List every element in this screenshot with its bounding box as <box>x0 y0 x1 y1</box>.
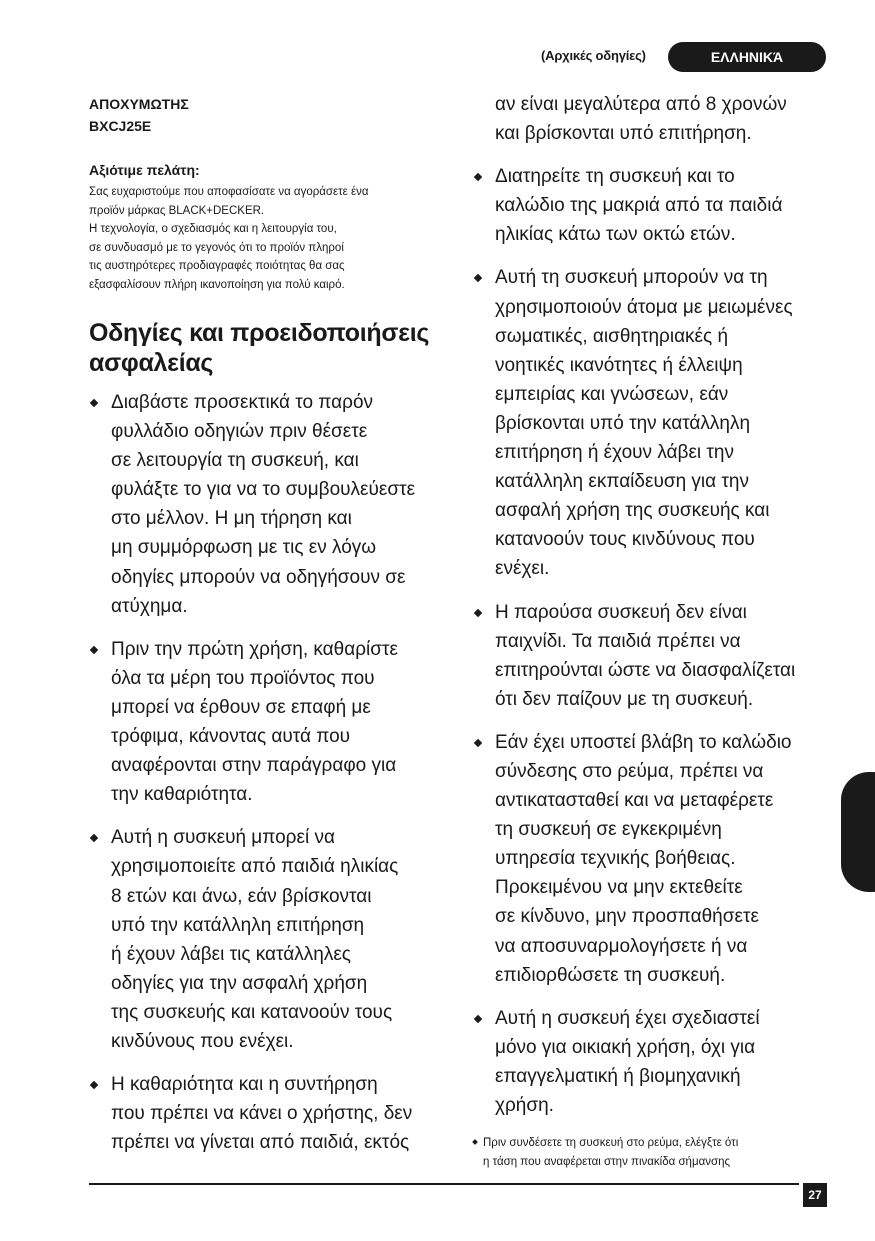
bullet-line: επιδιορθώσετε τη συσκευή. <box>495 964 726 986</box>
bullet-line: τη συσκευή σε εγκεκριμένη <box>495 819 722 841</box>
intro-line: προϊόν μάρκας BLACK+DECKER. <box>89 204 265 217</box>
intro-line: εξασφαλίσουν πλήρη ικανοποίηση για πολύ καιρό. <box>89 278 345 291</box>
bullet-line: χρησιμοποιούν άτομα με μειωμένες <box>495 296 793 318</box>
diamond-bullet-icon <box>90 646 98 654</box>
bullet-item <box>89 388 459 621</box>
bullet-line: υπηρεσία τεχνικής βοήθειας. <box>495 848 736 870</box>
bullet-line: ή έχουν λάβει τις κατάλληλες <box>111 943 351 965</box>
bullet-line: αναφέρονται στην παράγραφο για <box>111 755 397 777</box>
bullet-line: Προκειμένου να μην εκτεθείτε <box>495 877 743 899</box>
bullet-line: εμπειρίας και γνώσεων, εάν <box>495 383 729 405</box>
bullet-line: σωματικές, αισθητηριακές ή <box>495 325 729 347</box>
bullet-line: Διαβάστε προσεκτικά το παρόν <box>111 392 374 413</box>
diamond-bullet-icon <box>474 274 482 282</box>
bullet-line: μπορεί να έρθουν σε επαφή με <box>111 696 371 718</box>
bullet-line: επιτηρούνται ώστε να διασφαλίζεται <box>495 659 796 681</box>
product-model: BXCJ25E <box>89 118 152 134</box>
bullet-line: ενέχει. <box>495 558 550 580</box>
bullet-item <box>473 1004 838 1120</box>
diamond-bullet-icon <box>474 1014 482 1022</box>
bullet-line: Αυτή τη συσκευή μπορούν να τη <box>495 267 768 289</box>
bullet-line: χρησιμοποιείτε από παιδιά ηλικίας <box>111 856 399 878</box>
bullet-item <box>473 728 838 990</box>
section-title <box>89 318 459 378</box>
bullet-line: της συσκευής και κατανοούν τους <box>111 1001 393 1023</box>
bullet-line: αντικατασταθεί και να μεταφέρετε <box>495 790 774 812</box>
bullet-line: παιχνίδι. Τα παιδιά πρέπει να <box>495 630 741 652</box>
bullet-line: κατανοούν τους κινδύνους που <box>495 529 755 551</box>
bullet-line: μόνο για οικιακή χρήση, όχι για <box>495 1036 756 1058</box>
diamond-bullet-icon <box>90 399 98 407</box>
bullet-line: αν είναι μεγαλύτερα από 8 χρονών <box>495 94 787 115</box>
bullet-line: φυλλάδιο οδηγιών πριν θέσετε <box>111 421 368 443</box>
bullet-line: Εάν έχει υποστεί βλάβη το καλώδιο <box>495 731 792 753</box>
side-thumb-tab <box>841 772 875 892</box>
bullet-item <box>89 1070 459 1157</box>
bullet-line: που πρέπει να κάνει ο χρήστης, δεν <box>111 1103 413 1125</box>
footer-rule <box>89 1183 799 1185</box>
section-title-line: Οδηγίες και προειδοποιήσεις <box>89 319 430 347</box>
product-name: ΑΠΟΧΥΜΩΤΗΣ <box>89 96 189 112</box>
bullet-line: σε κίνδυνο, μην προσπαθήσετε <box>495 906 759 928</box>
page-number: 27 <box>803 1183 827 1207</box>
bullet-line: κατάλληλη εκπαίδευση για την <box>495 471 749 493</box>
bullet-line: χρήση. <box>495 1095 554 1116</box>
diamond-bullet-icon <box>472 1139 478 1145</box>
bullet-line: οδηγίες για την ασφαλή χρήση <box>111 972 368 994</box>
bullet-line: σε λειτουργία τη συσκευή, και <box>111 450 359 472</box>
bullet-line: νοητικές ικανότητες ή έλλειψη <box>495 354 743 376</box>
bullet-line: και βρίσκονται υπό επιτήρηση. <box>495 123 752 145</box>
bullet-line: Η καθαριότητα και η συντήρηση <box>111 1074 378 1096</box>
bullet-line: Αυτή η συσκευή έχει σχεδιαστεί <box>495 1007 760 1029</box>
bullet-line: βρίσκονται υπό την κατάλληλη <box>495 412 751 434</box>
bullet-line: επιτήρηση ή έχουν λάβει την <box>495 442 735 464</box>
diamond-bullet-icon <box>474 739 482 747</box>
bullet-line: στο μέλλον. Η μη τήρηση και <box>111 508 352 530</box>
bullet-line: κινδύνους που ενέχει. <box>111 1030 294 1052</box>
intro-line: σε συνδυασμό με το γεγονός ότι το προϊόν πληροί <box>89 241 344 254</box>
diamond-bullet-icon <box>90 1081 98 1089</box>
left-column <box>89 93 459 1171</box>
bullet-line: να αποσυναρμολογήσετε ή να <box>495 935 748 957</box>
section-title-line: ασφαλείας <box>89 349 214 377</box>
bullet-line: 8 ετών και άνω, εάν βρίσκονται <box>111 885 372 907</box>
intro-paragraph <box>89 183 459 294</box>
bullet-line: φυλάξτε το για να το συμβουλεύεστε <box>111 479 416 501</box>
bullet-line: Πριν την πρώτη χρήση, καθαρίστε <box>111 638 398 660</box>
left-bullet-list <box>89 388 459 1157</box>
bullet-line: μη συμμόρφωση με τις εν λόγω <box>111 537 377 559</box>
bullet-item <box>473 598 838 714</box>
bullet-line: πρέπει να γίνεται από παιδιά, εκτός <box>111 1132 410 1154</box>
bullet-line: την καθαριότητα. <box>111 784 253 806</box>
diamond-bullet-icon <box>90 834 98 842</box>
language-badge: ΕΛΛΗΝΙΚΆ <box>668 42 826 72</box>
bullet-line: επαγγελματική ή βιομηχανική <box>495 1065 741 1087</box>
right-bullet-list <box>473 162 838 1120</box>
diamond-bullet-icon <box>474 608 482 616</box>
bullet-item <box>89 635 459 810</box>
intro-line: Σας ευχαριστούμε που αποφασίσατε να αγοράσετε ένα <box>89 186 369 198</box>
bullet-line: Διατηρείτε τη συσκευή και το <box>495 166 735 188</box>
bullet-line: οδηγίες μπορούν να οδηγήσουν σε <box>111 566 406 588</box>
diamond-bullet-icon <box>474 173 482 181</box>
bullet-line: όλα τα μέρη του προϊόντος που <box>111 667 375 689</box>
bullet-item <box>473 162 838 249</box>
note-line: η τάση που αναφέρεται στην πινακίδα σήμανσης <box>483 1155 731 1168</box>
bullet-line: καλώδιο της μακριά από τα παιδιά <box>495 195 783 217</box>
continued-bullet-text <box>473 90 838 148</box>
bullet-line: υπό την κατάλληλη επιτήρηση <box>111 914 365 936</box>
bullet-line: ηλικίας κάτω των οκτώ ετών. <box>495 224 736 246</box>
intro-line: τις αυστηρότερες προδιαγραφές ποιότητας θα σας <box>89 260 345 272</box>
bullet-line: ασφαλή χρήση της συσκευής και <box>495 500 770 522</box>
bullet-line: Αυτή η συσκευή μπορεί να <box>111 827 335 849</box>
note-line: Πριν συνδέσετε τη συσκευή στο ρεύμα, ελέγξτε ότι <box>483 1137 739 1150</box>
bullet-line: ότι δεν παίζουν με τη συσκευή. <box>495 688 754 710</box>
intro-line: Η τεχνολογία, ο σχεδιασμός και η λειτουργία του, <box>89 223 337 235</box>
bullet-line: σύνδεσης στο ρεύμα, πρέπει να <box>495 760 764 782</box>
small-note <box>473 1134 838 1171</box>
right-column <box>473 90 838 1171</box>
bullet-line: ατύχημα. <box>111 595 188 617</box>
header-subtitle: (Αρχικές οδηγίες) <box>541 48 646 63</box>
bullet-line: τρόφιμα, κάνοντας αυτά που <box>111 726 351 748</box>
bullet-item <box>473 263 838 583</box>
bullet-line: Η παρούσα συσκευή δεν είναι <box>495 601 747 623</box>
greeting: Αξιότιμε πελάτη: <box>89 162 200 178</box>
bullet-item <box>89 823 459 1056</box>
